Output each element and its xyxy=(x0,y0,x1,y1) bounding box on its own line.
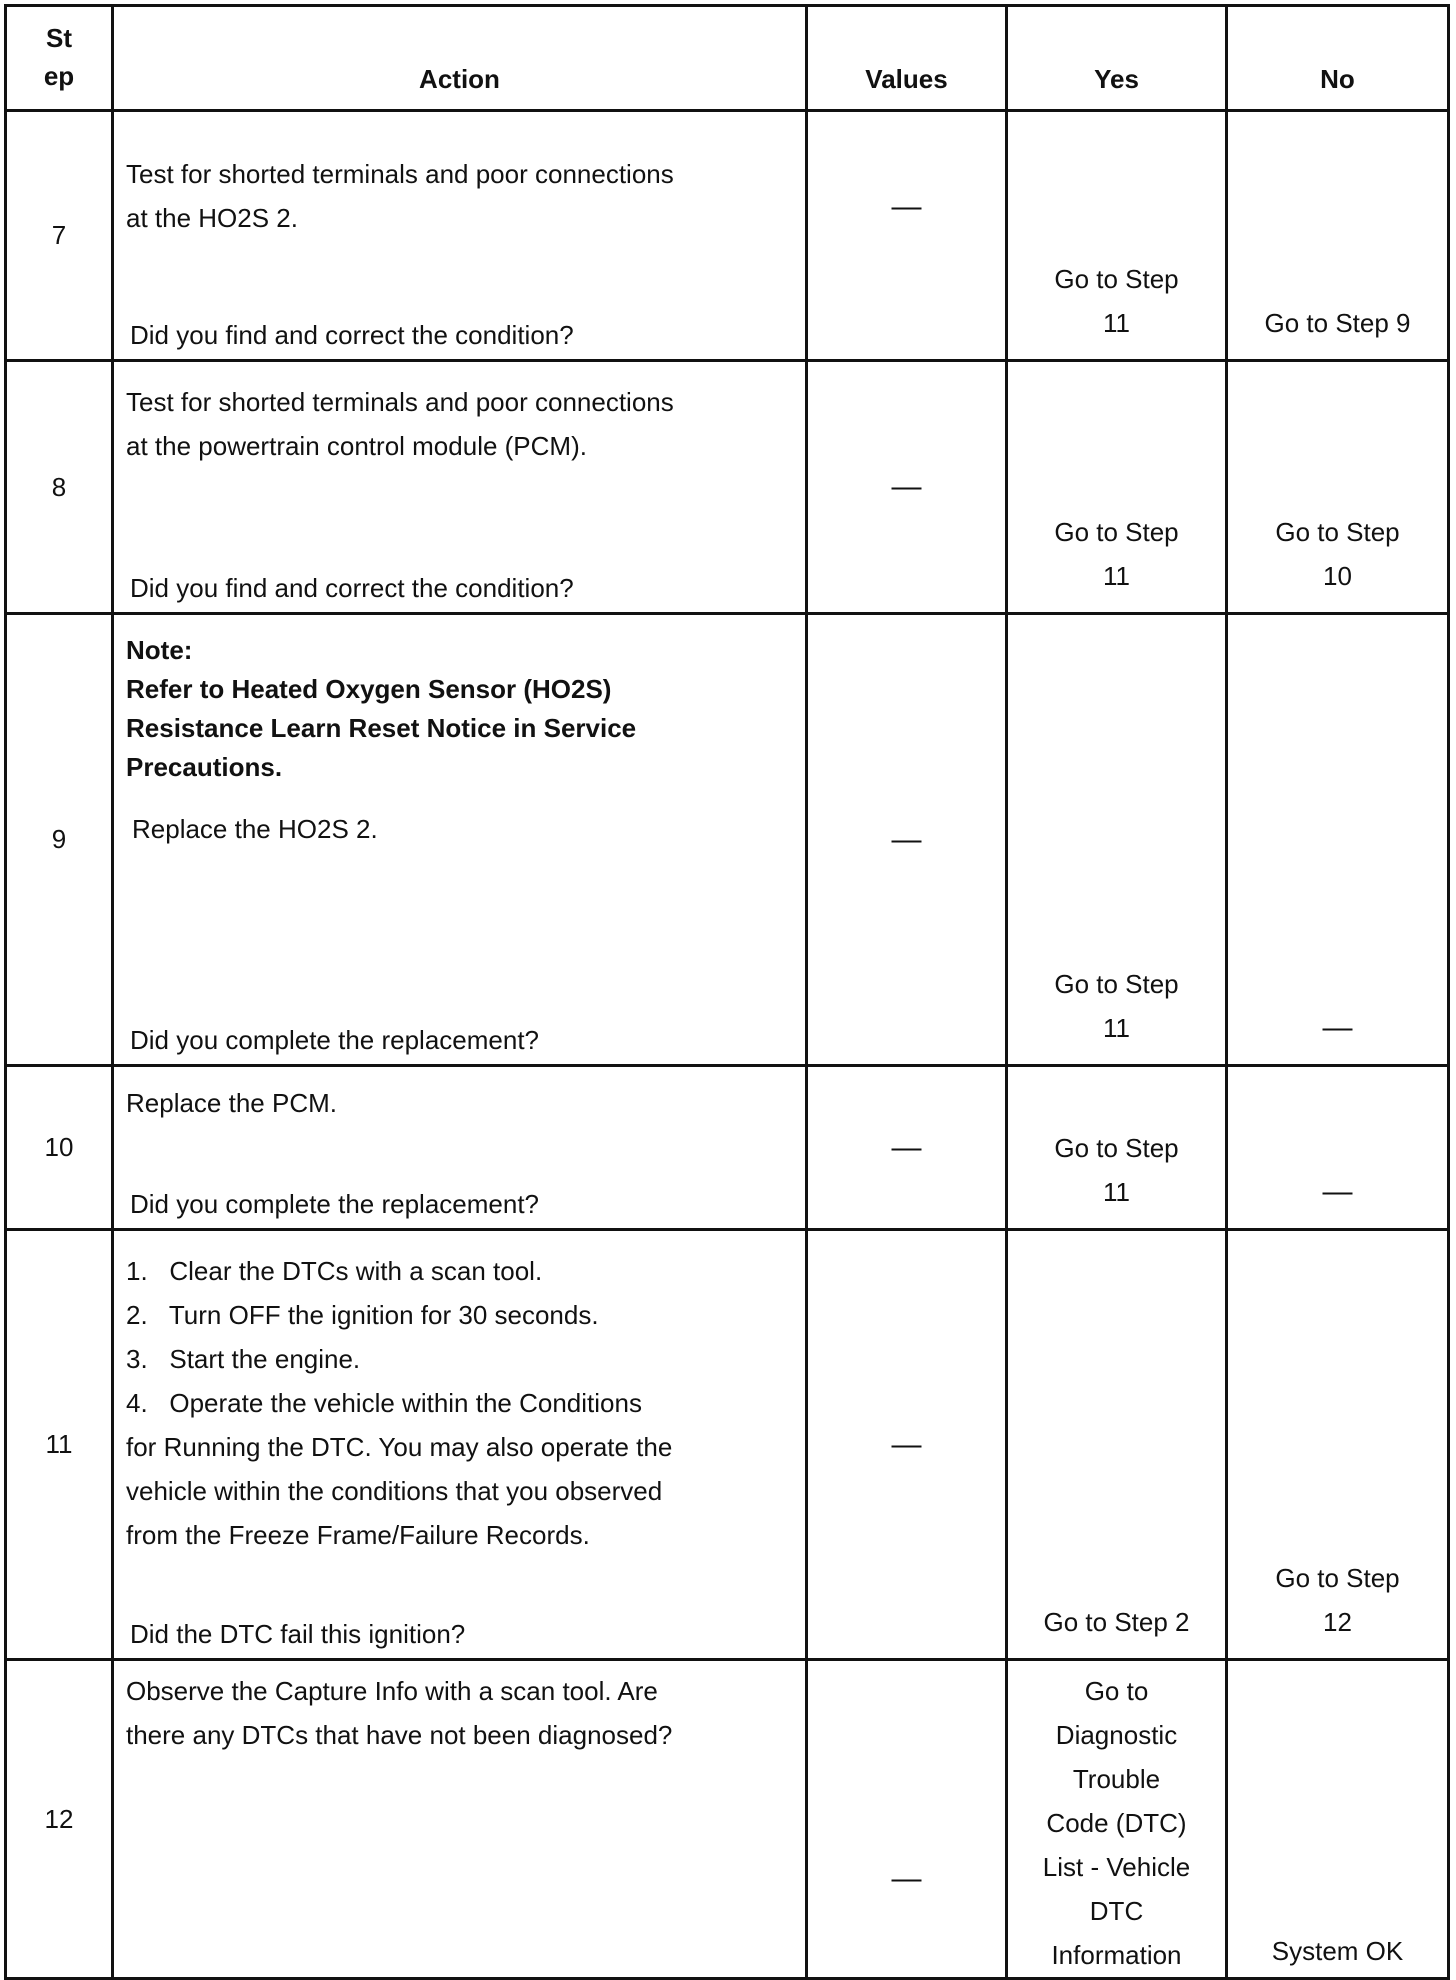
action-content xyxy=(126,1661,793,1805)
step-cell xyxy=(6,1230,113,1660)
values-cell xyxy=(807,1230,1007,1660)
action-cell xyxy=(113,614,807,1066)
table-body xyxy=(6,111,1449,1979)
action-lines xyxy=(126,152,793,240)
note-block xyxy=(126,631,793,787)
header-action: Action xyxy=(113,6,807,111)
yes-link-line[interactable]: 11 xyxy=(1103,561,1130,591)
header-step-line1: St xyxy=(46,23,72,53)
action-lines xyxy=(126,1249,793,1557)
action-line: vehicle within the conditions that you observed xyxy=(126,1476,663,1506)
action-content xyxy=(126,1231,793,1605)
action-lines xyxy=(126,1669,793,1757)
action-question: Did you complete the replacement? xyxy=(130,1189,540,1219)
yes-cell xyxy=(1007,111,1227,361)
values-cell xyxy=(807,1066,1007,1230)
header-row xyxy=(6,6,1449,111)
step-number: 9 xyxy=(51,824,67,854)
values-cell xyxy=(807,1660,1007,1979)
action-question: Did you complete the replacement? xyxy=(130,1025,540,1055)
step-number: 11 xyxy=(45,1429,73,1459)
table-row xyxy=(6,361,1449,614)
action-content xyxy=(126,362,793,516)
action-line: at the HO2S 2. xyxy=(126,203,298,233)
action-cell xyxy=(113,1066,807,1230)
table-row xyxy=(6,614,1449,1066)
yes-cell xyxy=(1007,1066,1227,1230)
yes-link-line[interactable]: Information xyxy=(1051,1940,1182,1970)
diagnostic-table xyxy=(4,4,1450,1980)
yes-link-line[interactable]: 11 xyxy=(1103,1177,1130,1207)
action-line: Test for shorted terminals and poor connections xyxy=(126,387,674,417)
step-cell xyxy=(6,361,113,614)
note-line: Precautions. xyxy=(126,752,283,782)
no-link-line[interactable]: Go to Step xyxy=(1275,1563,1400,1593)
action-content xyxy=(126,1067,793,1173)
note-line: Note: xyxy=(126,635,193,665)
action-cell xyxy=(113,111,807,361)
yes-link-line[interactable]: List - Vehicle xyxy=(1042,1852,1191,1882)
step-cell xyxy=(6,111,113,361)
values-dash: — xyxy=(891,1862,922,1895)
action-lines xyxy=(126,1081,793,1125)
no-cell xyxy=(1227,1230,1449,1660)
values-dash: — xyxy=(891,470,922,503)
action-line: 4. Operate the vehicle within the Conditions xyxy=(126,1388,642,1418)
table-row xyxy=(6,1066,1449,1230)
yes-link-line[interactable]: Go to Step xyxy=(1054,969,1179,999)
values-cell xyxy=(807,361,1007,614)
action-line: Replace the PCM. xyxy=(126,1088,337,1118)
table-row xyxy=(6,1230,1449,1660)
values-dash: — xyxy=(891,1427,922,1461)
table-row xyxy=(6,1660,1449,1979)
action-lines xyxy=(126,380,793,468)
no-link-line[interactable]: Go to Step 9 xyxy=(1264,308,1411,338)
header-step-line2: ep xyxy=(43,61,75,91)
no-link-line[interactable]: 10 xyxy=(1323,561,1352,591)
yes-cell xyxy=(1007,614,1227,1066)
no-cell xyxy=(1227,1066,1449,1230)
action-content xyxy=(126,112,793,288)
header-values: Values xyxy=(807,6,1007,111)
step-number: 8 xyxy=(51,471,67,502)
step-number: 12 xyxy=(44,1803,74,1834)
action-question: Did you find and correct the condition? xyxy=(130,573,574,603)
values-dash: — xyxy=(891,822,922,856)
yes-cell xyxy=(1007,361,1227,614)
yes-cell xyxy=(1007,1230,1227,1660)
values-dash: — xyxy=(891,190,922,223)
action-line: for Running the DTC. You may also operate the xyxy=(126,1432,673,1462)
table-row xyxy=(6,111,1449,361)
yes-link-line[interactable]: Diagnostic xyxy=(1055,1720,1178,1750)
action-line: 3. Start the engine. xyxy=(126,1344,361,1374)
header-no: No xyxy=(1227,6,1449,111)
action-line: Test for shorted terminals and poor connections xyxy=(126,159,674,189)
action-line: from the Freeze Frame/Failure Records. xyxy=(126,1520,590,1550)
yes-link-line[interactable]: Code (DTC) xyxy=(1046,1808,1187,1838)
no-cell xyxy=(1227,111,1449,361)
no-cell xyxy=(1227,614,1449,1066)
action-line: Observe the Capture Info with a scan tool. Are xyxy=(126,1676,658,1706)
note-line: Refer to Heated Oxygen Sensor (HO2S) xyxy=(126,674,612,704)
step-number: 7 xyxy=(51,220,67,250)
yes-link-line[interactable]: Go to Step xyxy=(1054,1133,1179,1163)
values-cell xyxy=(807,614,1007,1066)
action-question: Did the DTC fail this ignition? xyxy=(130,1619,466,1649)
values-dash: — xyxy=(891,1130,922,1164)
no-cell xyxy=(1227,361,1449,614)
action-cell xyxy=(113,1660,807,1979)
action-question: Did you find and correct the condition? xyxy=(130,320,574,350)
yes-link-line[interactable]: Go to Step xyxy=(1054,264,1179,294)
yes-link-line[interactable]: DTC xyxy=(1089,1896,1144,1926)
action-line: at the powertrain control module (PCM). xyxy=(126,431,587,461)
no-dash: — xyxy=(1322,1175,1353,1208)
action-lines xyxy=(126,807,793,851)
no-link-line[interactable]: Go to Step xyxy=(1275,517,1400,547)
header-yes: Yes xyxy=(1007,6,1227,111)
yes-link-line[interactable]: Go to Step 2 xyxy=(1043,1607,1190,1637)
action-line: 2. Turn OFF the ignition for 30 seconds. xyxy=(126,1300,599,1330)
action-line: 1. Clear the DTCs with a scan tool. xyxy=(126,1256,543,1286)
action-cell xyxy=(113,361,807,614)
yes-link-line[interactable]: Go to Step xyxy=(1054,517,1179,547)
action-line: there any DTCs that have not been diagnosed? xyxy=(126,1720,673,1750)
yes-cell xyxy=(1007,1660,1227,1979)
no-dash: — xyxy=(1322,1011,1353,1044)
yes-link-line[interactable]: Trouble xyxy=(1072,1764,1161,1794)
step-cell xyxy=(6,1660,113,1979)
step-cell xyxy=(6,614,113,1066)
yes-link-line[interactable]: Go to xyxy=(1084,1676,1149,1706)
no-link-line[interactable]: System OK xyxy=(1271,1936,1404,1966)
yes-link-line[interactable]: 11 xyxy=(1103,308,1130,338)
values-cell xyxy=(807,111,1007,361)
action-cell xyxy=(113,1230,807,1660)
step-cell xyxy=(6,1066,113,1230)
header-step xyxy=(6,6,113,111)
note-line: Resistance Learn Reset Notice in Service xyxy=(126,713,637,743)
no-link-line[interactable]: 12 xyxy=(1323,1607,1352,1637)
no-cell xyxy=(1227,1660,1449,1979)
yes-link-line[interactable]: 11 xyxy=(1103,1013,1130,1043)
action-content xyxy=(126,615,793,899)
action-line: Replace the HO2S 2. xyxy=(132,814,378,844)
step-number: 10 xyxy=(44,1132,74,1162)
